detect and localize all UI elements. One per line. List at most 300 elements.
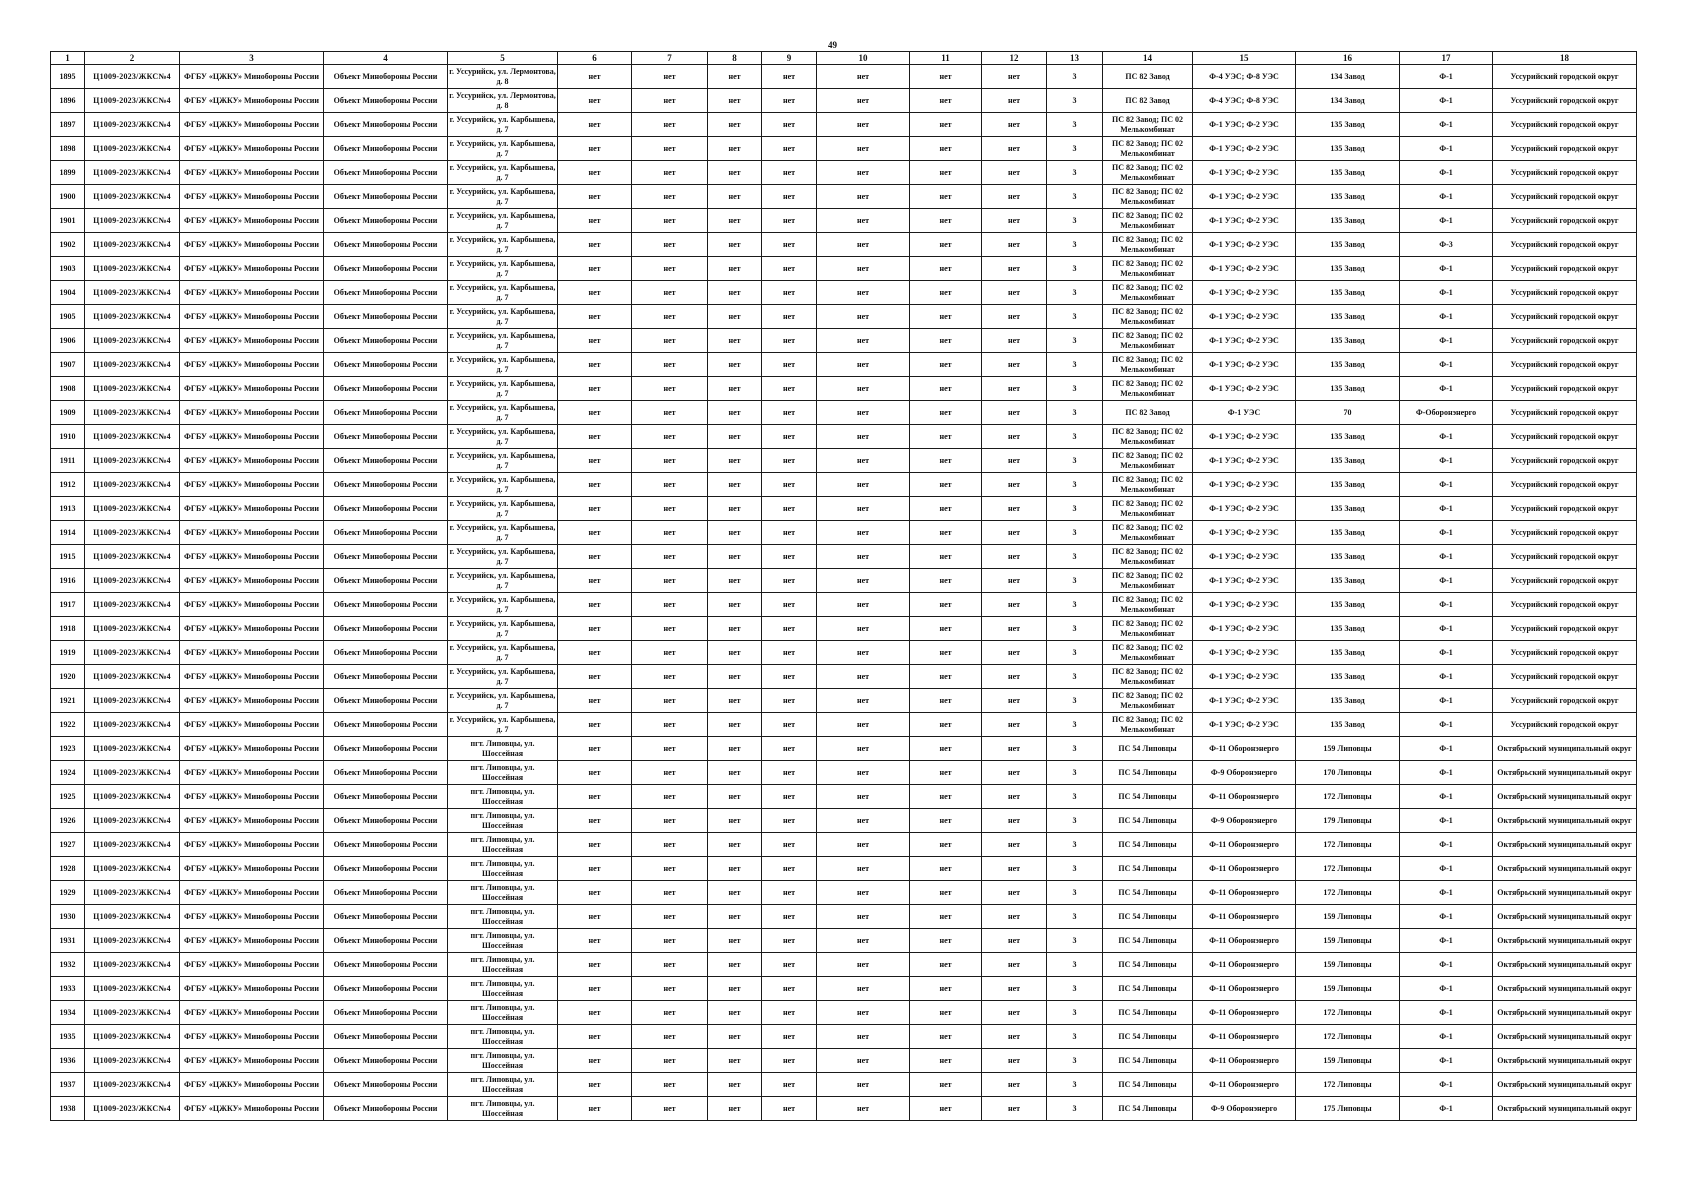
line-feeder-cell: Ф-1 (1400, 1097, 1493, 1121)
address-cell: г. Уссурийск, ул. Карбышева, д. 7 (448, 425, 558, 449)
organization-cell: ФГБУ «ЦЖКУ» Минобороны России (180, 617, 324, 641)
col7-cell: нет (632, 521, 708, 545)
district-cell: Уссурийский городской округ (1493, 185, 1637, 209)
col7-cell: нет (632, 833, 708, 857)
request-code-cell: Ц1009-2023/ЖКС№4 (85, 1001, 180, 1025)
substation-cell: ПС 82 Завод; ПС 02 Мелькомбинат (1103, 497, 1193, 521)
district-cell: Уссурийский городской округ (1493, 713, 1637, 737)
row-number-cell: 1915 (51, 545, 85, 569)
district-cell: Уссурийский городской округ (1493, 401, 1637, 425)
district-cell: Уссурийский городской округ (1493, 689, 1637, 713)
col9-cell: нет (762, 161, 817, 185)
feeder-cell: Ф-11 Оборонэнерго (1193, 929, 1296, 953)
district-cell: Уссурийский городской округ (1493, 569, 1637, 593)
col10-cell: нет (817, 905, 910, 929)
col8-cell: нет (708, 857, 762, 881)
substation-cell: ПС 82 Завод; ПС 02 Мелькомбинат (1103, 425, 1193, 449)
col6-cell: нет (558, 1097, 632, 1121)
column-number-header: 7 (632, 52, 708, 65)
col8-cell: нет (708, 209, 762, 233)
col12-cell: нет (982, 425, 1047, 449)
col8-cell: нет (708, 713, 762, 737)
transformer-cell: 135 Завод (1296, 665, 1400, 689)
line-feeder-cell: Ф-1 (1400, 833, 1493, 857)
transformer-cell: 159 Липовцы (1296, 1049, 1400, 1073)
request-code-cell: Ц1009-2023/ЖКС№4 (85, 233, 180, 257)
col6-cell: нет (558, 689, 632, 713)
substation-cell: ПС 82 Завод; ПС 02 Мелькомбинат (1103, 569, 1193, 593)
col10-cell: нет (817, 761, 910, 785)
col8-cell: нет (708, 305, 762, 329)
object-type-cell: Объект Минобороны России (324, 881, 448, 905)
row-number-cell: 1897 (51, 113, 85, 137)
organization-cell: ФГБУ «ЦЖКУ» Минобороны России (180, 89, 324, 113)
col8-cell: нет (708, 257, 762, 281)
request-code-cell: Ц1009-2023/ЖКС№4 (85, 1025, 180, 1049)
address-cell: г. Уссурийск, ул. Карбышева, д. 7 (448, 689, 558, 713)
col11-cell: нет (910, 209, 982, 233)
transformer-cell: 135 Завод (1296, 713, 1400, 737)
col11-cell: нет (910, 185, 982, 209)
transformer-cell: 179 Липовцы (1296, 809, 1400, 833)
address-cell: пгт. Липовцы, ул. Шоссейная (448, 1001, 558, 1025)
address-cell: г. Уссурийск, ул. Карбышева, д. 7 (448, 617, 558, 641)
substation-cell: ПС 82 Завод (1103, 401, 1193, 425)
request-code-cell: Ц1009-2023/ЖКС№4 (85, 89, 180, 113)
line-feeder-cell: Ф-1 (1400, 953, 1493, 977)
col11-cell: нет (910, 665, 982, 689)
transformer-cell: 135 Завод (1296, 689, 1400, 713)
col12-cell: нет (982, 353, 1047, 377)
address-cell: г. Уссурийск, ул. Карбышева, д. 7 (448, 497, 558, 521)
organization-cell: ФГБУ «ЦЖКУ» Минобороны России (180, 1073, 324, 1097)
row-number-cell: 1916 (51, 569, 85, 593)
line-feeder-cell: Ф-1 (1400, 665, 1493, 689)
col13-cell: 3 (1047, 569, 1103, 593)
line-feeder-cell: Ф-1 (1400, 425, 1493, 449)
address-cell: пгт. Липовцы, ул. Шоссейная (448, 857, 558, 881)
row-number-cell: 1901 (51, 209, 85, 233)
transformer-cell: 135 Завод (1296, 329, 1400, 353)
col11-cell: нет (910, 737, 982, 761)
column-number-header: 14 (1103, 52, 1193, 65)
feeder-cell: Ф-1 УЭС; Ф-2 УЭС (1193, 233, 1296, 257)
organization-cell: ФГБУ «ЦЖКУ» Минобороны России (180, 425, 324, 449)
table-row (51, 1049, 1637, 1073)
row-number-cell: 1917 (51, 593, 85, 617)
table-body (51, 65, 1637, 1121)
col11-cell: нет (910, 281, 982, 305)
object-type-cell: Объект Минобороны России (324, 1025, 448, 1049)
table-row (51, 713, 1637, 737)
col6-cell: нет (558, 137, 632, 161)
col8-cell: нет (708, 689, 762, 713)
request-code-cell: Ц1009-2023/ЖКС№4 (85, 305, 180, 329)
col6-cell: нет (558, 257, 632, 281)
col9-cell: нет (762, 833, 817, 857)
col11-cell: нет (910, 641, 982, 665)
request-code-cell: Ц1009-2023/ЖКС№4 (85, 209, 180, 233)
col13-cell: 3 (1047, 209, 1103, 233)
organization-cell: ФГБУ «ЦЖКУ» Минобороны России (180, 761, 324, 785)
request-code-cell: Ц1009-2023/ЖКС№4 (85, 593, 180, 617)
table-row (51, 569, 1637, 593)
district-cell: Уссурийский городской округ (1493, 593, 1637, 617)
row-number-cell: 1919 (51, 641, 85, 665)
substation-cell: ПС 54 Липовцы (1103, 953, 1193, 977)
substation-cell: ПС 54 Липовцы (1103, 809, 1193, 833)
transformer-cell: 172 Липовцы (1296, 1073, 1400, 1097)
request-code-cell: Ц1009-2023/ЖКС№4 (85, 857, 180, 881)
col10-cell: нет (817, 137, 910, 161)
col8-cell: нет (708, 1049, 762, 1073)
object-type-cell: Объект Минобороны России (324, 905, 448, 929)
col6-cell: нет (558, 353, 632, 377)
substation-cell: ПС 82 Завод; ПС 02 Мелькомбинат (1103, 641, 1193, 665)
column-number-header: 3 (180, 52, 324, 65)
district-cell: Уссурийский городской округ (1493, 305, 1637, 329)
feeder-cell: Ф-1 УЭС; Ф-2 УЭС (1193, 113, 1296, 137)
col10-cell: нет (817, 953, 910, 977)
line-feeder-cell: Ф-1 (1400, 785, 1493, 809)
col12-cell: нет (982, 689, 1047, 713)
district-cell: Уссурийский городской округ (1493, 65, 1637, 89)
substation-cell: ПС 82 Завод; ПС 02 Мелькомбинат (1103, 377, 1193, 401)
col12-cell: нет (982, 881, 1047, 905)
col13-cell: 3 (1047, 1097, 1103, 1121)
organization-cell: ФГБУ «ЦЖКУ» Минобороны России (180, 473, 324, 497)
request-code-cell: Ц1009-2023/ЖКС№4 (85, 65, 180, 89)
organization-cell: ФГБУ «ЦЖКУ» Минобороны России (180, 1025, 324, 1049)
request-code-cell: Ц1009-2023/ЖКС№4 (85, 761, 180, 785)
address-cell: г. Уссурийск, ул. Карбышева, д. 7 (448, 713, 558, 737)
col12-cell: нет (982, 905, 1047, 929)
col9-cell: нет (762, 185, 817, 209)
address-cell: г. Уссурийск, ул. Карбышева, д. 7 (448, 233, 558, 257)
col13-cell: 3 (1047, 257, 1103, 281)
col13-cell: 3 (1047, 689, 1103, 713)
line-feeder-cell: Ф-1 (1400, 977, 1493, 1001)
col6-cell: нет (558, 305, 632, 329)
feeder-cell: Ф-1 УЭС; Ф-2 УЭС (1193, 473, 1296, 497)
table-row (51, 881, 1637, 905)
table-row (51, 1001, 1637, 1025)
feeder-cell: Ф-1 УЭС; Ф-2 УЭС (1193, 161, 1296, 185)
col13-cell: 3 (1047, 185, 1103, 209)
district-cell: Октябрьский муниципальный округ (1493, 1097, 1637, 1121)
col11-cell: нет (910, 473, 982, 497)
table-row (51, 1073, 1637, 1097)
district-cell: Уссурийский городской округ (1493, 545, 1637, 569)
col10-cell: нет (817, 401, 910, 425)
object-type-cell: Объект Минобороны России (324, 689, 448, 713)
feeder-cell: Ф-1 УЭС; Ф-2 УЭС (1193, 569, 1296, 593)
col8-cell: нет (708, 233, 762, 257)
feeder-cell: Ф-1 УЭС; Ф-2 УЭС (1193, 137, 1296, 161)
col7-cell: нет (632, 497, 708, 521)
col6-cell: нет (558, 785, 632, 809)
col13-cell: 3 (1047, 89, 1103, 113)
district-cell: Октябрьский муниципальный округ (1493, 857, 1637, 881)
col13-cell: 3 (1047, 473, 1103, 497)
district-cell: Октябрьский муниципальный округ (1493, 1001, 1637, 1025)
col8-cell: нет (708, 161, 762, 185)
col13-cell: 3 (1047, 1049, 1103, 1073)
col9-cell: нет (762, 497, 817, 521)
col6-cell: нет (558, 1001, 632, 1025)
organization-cell: ФГБУ «ЦЖКУ» Минобороны России (180, 905, 324, 929)
col10-cell: нет (817, 545, 910, 569)
line-feeder-cell: Ф-1 (1400, 113, 1493, 137)
line-feeder-cell: Ф-1 (1400, 329, 1493, 353)
substation-cell: ПС 54 Липовцы (1103, 977, 1193, 1001)
col6-cell: нет (558, 65, 632, 89)
col12-cell: нет (982, 713, 1047, 737)
col8-cell: нет (708, 185, 762, 209)
request-code-cell: Ц1009-2023/ЖКС№4 (85, 137, 180, 161)
request-code-cell: Ц1009-2023/ЖКС№4 (85, 1097, 180, 1121)
organization-cell: ФГБУ «ЦЖКУ» Минобороны России (180, 977, 324, 1001)
col13-cell: 3 (1047, 761, 1103, 785)
col13-cell: 3 (1047, 833, 1103, 857)
row-number-cell: 1898 (51, 137, 85, 161)
col10-cell: нет (817, 641, 910, 665)
address-cell: пгт. Липовцы, ул. Шоссейная (448, 737, 558, 761)
col9-cell: нет (762, 473, 817, 497)
col11-cell: нет (910, 713, 982, 737)
col6-cell: нет (558, 761, 632, 785)
col9-cell: нет (762, 281, 817, 305)
col9-cell: нет (762, 353, 817, 377)
col12-cell: нет (982, 185, 1047, 209)
col7-cell: нет (632, 137, 708, 161)
col10-cell: нет (817, 977, 910, 1001)
col12-cell: нет (982, 65, 1047, 89)
row-number-cell: 1912 (51, 473, 85, 497)
col10-cell: нет (817, 713, 910, 737)
substation-cell: ПС 82 Завод; ПС 02 Мелькомбинат (1103, 257, 1193, 281)
request-code-cell: Ц1009-2023/ЖКС№4 (85, 497, 180, 521)
col6-cell: нет (558, 833, 632, 857)
col10-cell: нет (817, 1049, 910, 1073)
object-type-cell: Объект Минобороны России (324, 1073, 448, 1097)
col8-cell: нет (708, 425, 762, 449)
address-cell: г. Уссурийск, ул. Карбышева, д. 7 (448, 377, 558, 401)
feeder-cell: Ф-1 УЭС; Ф-2 УЭС (1193, 497, 1296, 521)
organization-cell: ФГБУ «ЦЖКУ» Минобороны России (180, 1001, 324, 1025)
row-number-cell: 1908 (51, 377, 85, 401)
district-cell: Уссурийский городской округ (1493, 233, 1637, 257)
col7-cell: нет (632, 881, 708, 905)
col8-cell: нет (708, 905, 762, 929)
col7-cell: нет (632, 185, 708, 209)
table-row (51, 185, 1637, 209)
feeder-cell: Ф-11 Оборонэнерго (1193, 881, 1296, 905)
col9-cell: нет (762, 593, 817, 617)
substation-cell: ПС 82 Завод; ПС 02 Мелькомбинат (1103, 353, 1193, 377)
col12-cell: нет (982, 617, 1047, 641)
col13-cell: 3 (1047, 377, 1103, 401)
organization-cell: ФГБУ «ЦЖКУ» Минобороны России (180, 1049, 324, 1073)
col12-cell: нет (982, 521, 1047, 545)
col10-cell: нет (817, 617, 910, 641)
address-cell: г. Уссурийск, ул. Карбышева, д. 7 (448, 569, 558, 593)
table-row (51, 401, 1637, 425)
col12-cell: нет (982, 929, 1047, 953)
request-code-cell: Ц1009-2023/ЖКС№4 (85, 521, 180, 545)
object-type-cell: Объект Минобороны России (324, 89, 448, 113)
row-number-cell: 1918 (51, 617, 85, 641)
col9-cell: нет (762, 521, 817, 545)
col8-cell: нет (708, 617, 762, 641)
transformer-cell: 135 Завод (1296, 521, 1400, 545)
col8-cell: нет (708, 329, 762, 353)
col12-cell: нет (982, 833, 1047, 857)
col12-cell: нет (982, 737, 1047, 761)
feeder-cell: Ф-1 УЭС; Ф-2 УЭС (1193, 257, 1296, 281)
transformer-cell: 135 Завод (1296, 137, 1400, 161)
col12-cell: нет (982, 377, 1047, 401)
col10-cell: нет (817, 1097, 910, 1121)
organization-cell: ФГБУ «ЦЖКУ» Минобороны России (180, 689, 324, 713)
col9-cell: нет (762, 809, 817, 833)
organization-cell: ФГБУ «ЦЖКУ» Минобороны России (180, 641, 324, 665)
line-feeder-cell: Ф-1 (1400, 641, 1493, 665)
substation-cell: ПС 82 Завод; ПС 02 Мелькомбинат (1103, 233, 1193, 257)
col12-cell: нет (982, 161, 1047, 185)
col6-cell: нет (558, 905, 632, 929)
col10-cell: нет (817, 809, 910, 833)
table-row (51, 1097, 1637, 1121)
col11-cell: нет (910, 929, 982, 953)
line-feeder-cell: Ф-1 (1400, 305, 1493, 329)
organization-cell: ФГБУ «ЦЖКУ» Минобороны России (180, 785, 324, 809)
col7-cell: нет (632, 713, 708, 737)
col13-cell: 3 (1047, 665, 1103, 689)
col9-cell: нет (762, 1097, 817, 1121)
district-cell: Октябрьский муниципальный округ (1493, 737, 1637, 761)
substation-cell: ПС 54 Липовцы (1103, 1025, 1193, 1049)
col6-cell: нет (558, 617, 632, 641)
column-number-header: 10 (817, 52, 910, 65)
row-number-cell: 1899 (51, 161, 85, 185)
transformer-cell: 172 Липовцы (1296, 833, 1400, 857)
table-row (51, 305, 1637, 329)
table-row (51, 377, 1637, 401)
transformer-cell: 172 Липовцы (1296, 785, 1400, 809)
substation-cell: ПС 54 Липовцы (1103, 1073, 1193, 1097)
col6-cell: нет (558, 929, 632, 953)
request-code-cell: Ц1009-2023/ЖКС№4 (85, 473, 180, 497)
address-cell: пгт. Липовцы, ул. Шоссейная (448, 905, 558, 929)
col11-cell: нет (910, 65, 982, 89)
object-type-cell: Объект Минобороны России (324, 1049, 448, 1073)
object-type-cell: Объект Минобороны России (324, 953, 448, 977)
feeder-cell: Ф-11 Оборонэнерго (1193, 857, 1296, 881)
object-type-cell: Объект Минобороны России (324, 449, 448, 473)
district-cell: Октябрьский муниципальный округ (1493, 1025, 1637, 1049)
request-code-cell: Ц1009-2023/ЖКС№4 (85, 785, 180, 809)
col12-cell: нет (982, 857, 1047, 881)
request-code-cell: Ц1009-2023/ЖКС№4 (85, 1073, 180, 1097)
col10-cell: нет (817, 689, 910, 713)
substation-cell: ПС 82 Завод; ПС 02 Мелькомбинат (1103, 185, 1193, 209)
col12-cell: нет (982, 401, 1047, 425)
organization-cell: ФГБУ «ЦЖКУ» Минобороны России (180, 809, 324, 833)
row-number-cell: 1907 (51, 353, 85, 377)
row-number-cell: 1895 (51, 65, 85, 89)
col8-cell: нет (708, 281, 762, 305)
feeder-cell: Ф-11 Оборонэнерго (1193, 737, 1296, 761)
row-number-cell: 1922 (51, 713, 85, 737)
request-code-cell: Ц1009-2023/ЖКС№4 (85, 1049, 180, 1073)
object-type-cell: Объект Минобороны России (324, 257, 448, 281)
column-number-header: 13 (1047, 52, 1103, 65)
row-number-cell: 1905 (51, 305, 85, 329)
request-code-cell: Ц1009-2023/ЖКС№4 (85, 257, 180, 281)
col10-cell: нет (817, 281, 910, 305)
transformer-cell: 159 Липовцы (1296, 905, 1400, 929)
object-type-cell: Объект Минобороны России (324, 137, 448, 161)
col12-cell: нет (982, 545, 1047, 569)
request-code-cell: Ц1009-2023/ЖКС№4 (85, 449, 180, 473)
row-number-cell: 1925 (51, 785, 85, 809)
col12-cell: нет (982, 1097, 1047, 1121)
col10-cell: нет (817, 737, 910, 761)
col7-cell: нет (632, 785, 708, 809)
organization-cell: ФГБУ «ЦЖКУ» Минобороны России (180, 233, 324, 257)
address-cell: г. Уссурийск, ул. Лермонтова, д. 8 (448, 89, 558, 113)
col10-cell: нет (817, 521, 910, 545)
col7-cell: нет (632, 401, 708, 425)
col7-cell: нет (632, 977, 708, 1001)
row-number-cell: 1906 (51, 329, 85, 353)
col11-cell: нет (910, 137, 982, 161)
organization-cell: ФГБУ «ЦЖКУ» Минобороны России (180, 665, 324, 689)
col12-cell: нет (982, 497, 1047, 521)
col12-cell: нет (982, 113, 1047, 137)
col10-cell: нет (817, 353, 910, 377)
col7-cell: нет (632, 545, 708, 569)
col9-cell: нет (762, 1073, 817, 1097)
transformer-cell: 159 Липовцы (1296, 953, 1400, 977)
col9-cell: нет (762, 209, 817, 233)
organization-cell: ФГБУ «ЦЖКУ» Минобороны России (180, 521, 324, 545)
col11-cell: нет (910, 593, 982, 617)
line-feeder-cell: Ф-1 (1400, 185, 1493, 209)
organization-cell: ФГБУ «ЦЖКУ» Минобороны России (180, 833, 324, 857)
col6-cell: нет (558, 545, 632, 569)
feeder-cell: Ф-9 Оборонэнерго (1193, 809, 1296, 833)
row-number-cell: 1934 (51, 1001, 85, 1025)
object-type-cell: Объект Минобороны России (324, 857, 448, 881)
feeder-cell: Ф-1 УЭС; Ф-2 УЭС (1193, 593, 1296, 617)
transformer-cell: 170 Липовцы (1296, 761, 1400, 785)
col8-cell: нет (708, 641, 762, 665)
row-number-cell: 1920 (51, 665, 85, 689)
substation-cell: ПС 54 Липовцы (1103, 929, 1193, 953)
object-type-cell: Объект Минобороны России (324, 473, 448, 497)
row-number-cell: 1930 (51, 905, 85, 929)
object-type-cell: Объект Минобороны России (324, 521, 448, 545)
col9-cell: нет (762, 113, 817, 137)
address-cell: г. Уссурийск, ул. Карбышева, д. 7 (448, 113, 558, 137)
organization-cell: ФГБУ «ЦЖКУ» Минобороны России (180, 929, 324, 953)
col9-cell: нет (762, 449, 817, 473)
table-row (51, 593, 1637, 617)
request-code-cell: Ц1009-2023/ЖКС№4 (85, 113, 180, 137)
object-type-cell: Объект Минобороны России (324, 281, 448, 305)
